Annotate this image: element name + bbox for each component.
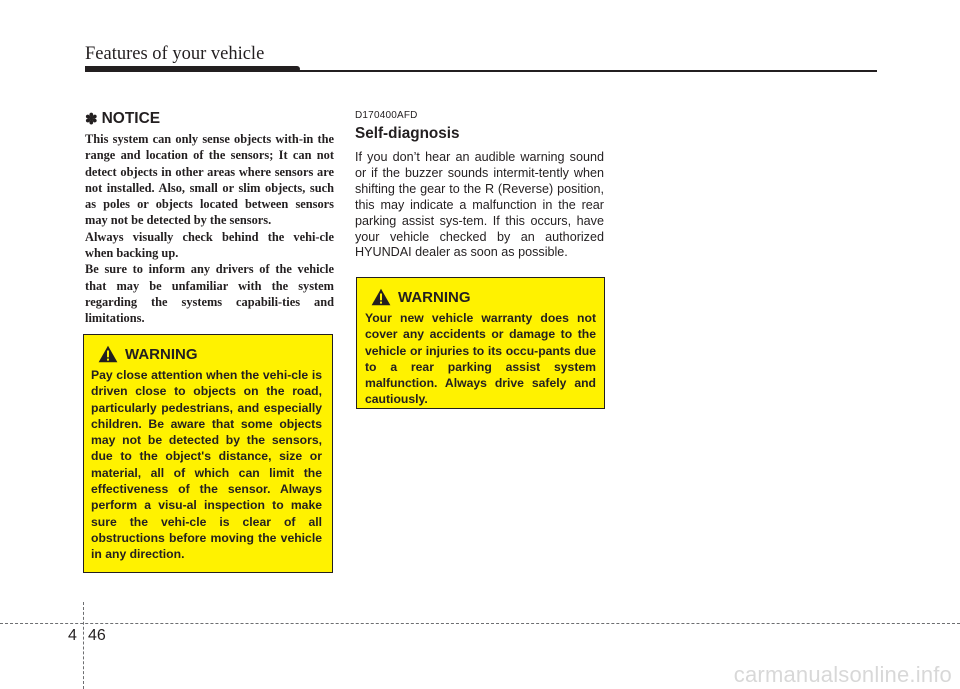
notice-heading-row — [85, 110, 334, 128]
page-number: 46 — [88, 627, 106, 644]
header-rule-thin — [85, 70, 877, 72]
footer-vertical-divider — [83, 602, 84, 689]
warning-heading-row — [371, 288, 596, 306]
warning-text: Pay close attention when the vehi-cle is driven close to objects on the road, particularly pedestrians, and especially children. Be aware that some objects may not be detected by the sensors, due to the object's distance, size or material, all of which can limit the effectiveness of the sensor. Always perform a visu-al inspection to make sure the vehi-cle is clear of all obstructions before moving the vehicle in any direction. — [91, 368, 322, 562]
warning-heading: WARNING — [398, 288, 471, 306]
chapter-number: 4 — [68, 627, 77, 644]
notice-block — [85, 110, 334, 327]
footer-divider — [0, 623, 960, 624]
notice-paragraph: This system can only sense objects with-in the range and location of the sensors; It can not detect objects in other areas where sensors are not installed. Also, small or slim objects, such as poles or objects located between sensors may not be detected by the sensors. — [85, 132, 334, 228]
notice-paragraph: Always visually check behind the vehi-cle when backing up. — [85, 229, 334, 261]
warning-box-left — [83, 334, 333, 573]
page-header-title: Features of your vehicle — [85, 44, 265, 64]
notice-paragraph: Be sure to inform any drivers of the vehicle that may be unfamiliar with the system regarding the systems capabili-ties and limitations. — [85, 262, 334, 326]
warning-text: Your new vehicle warranty does not cover any accidents or damage to the vehicle or injuries to its occu-pants due to a rear parking assist system malfunction. Always drive safely and cautiously. — [365, 311, 596, 407]
warning-triangle-icon — [98, 345, 118, 363]
watermark: carmanualsonline.info — [733, 662, 952, 687]
warning-box-right — [356, 277, 605, 409]
section-title: Self-diagnosis — [355, 125, 460, 142]
warning-heading: WARNING — [125, 345, 198, 363]
asterisk-icon: ✽ — [85, 110, 98, 128]
warning-triangle-icon — [371, 288, 391, 306]
section-code: D170400AFD — [355, 110, 418, 121]
section-text: If you don’t hear an audible warning sound or if the buzzer sounds intermit-tently when shifting the gear to the R (Reverse) position, this may indicate a malfunction in the rear parking assist sys-tem. If this occurs, have your vehicle checked by an authorized HYUNDAI dealer as soon as possible. — [355, 150, 604, 260]
self-diagnosis-section — [355, 110, 604, 261]
warning-heading-row — [98, 345, 322, 363]
notice-heading: NOTICE — [101, 110, 161, 127]
